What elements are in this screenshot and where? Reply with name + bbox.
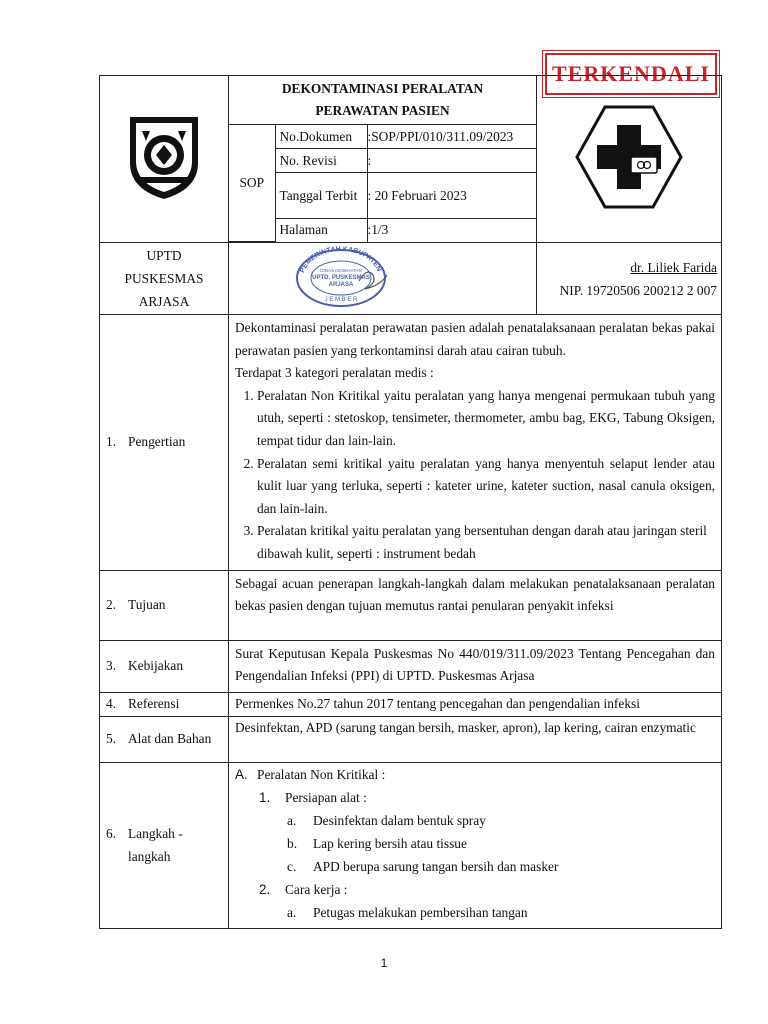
org-line1: UPTD xyxy=(146,248,182,263)
list-item: a. Desinfektan dalam bentuk spray xyxy=(287,812,486,828)
step-group-a: A. Peralatan Non Kritikal : xyxy=(235,766,386,782)
section-label-referensi: 4. Referensi xyxy=(100,692,229,716)
jember-regency-logo-icon xyxy=(122,111,206,203)
signer-cell xyxy=(537,243,722,315)
list-item: a. Petugas melakukan pembersihan tangan xyxy=(287,904,528,920)
meta-value-tanggal-terbit: : 20 Februari 2023 xyxy=(367,173,536,219)
section-label-alat-bahan: 5. Alat dan Bahan xyxy=(100,716,229,762)
puskesmas-logo-icon xyxy=(573,103,685,211)
doc-meta-table xyxy=(229,124,536,242)
meta-label-no-dokumen: No.Dokumen xyxy=(275,125,367,149)
org-line3: ARJASA xyxy=(138,294,190,309)
sop-label: SOP xyxy=(229,125,275,242)
section-content-tujuan xyxy=(229,570,722,640)
meta-value-no-revisi: : xyxy=(367,149,536,173)
page-number: 1 xyxy=(380,956,388,970)
title-and-meta-cell xyxy=(229,76,537,243)
regency-logo-cell xyxy=(100,76,229,243)
meta-value-halaman: :1/3 xyxy=(367,219,536,242)
section-content-referensi xyxy=(229,692,722,716)
stamp-arc-bottom: J E M B E R xyxy=(324,297,358,303)
org-line2: PUSKESMAS xyxy=(124,271,204,286)
section-content-langkah xyxy=(229,762,722,928)
official-round-stamp xyxy=(289,245,393,309)
sop-table xyxy=(99,75,722,929)
organization-cell xyxy=(100,243,229,315)
terkendali-stamp: TERKENDALI xyxy=(545,53,717,95)
kebijakan-text: Surat Keputusan Kepala Puskesmas No 440/019/311.09/2023 Tentang Pencegahan dan Pengendalian Infeksi (PPI) di UPTD. Puskesmas Arjasa xyxy=(235,645,715,684)
step-cara-kerja: 2. Cara kerja : xyxy=(259,881,348,897)
stamp-line3: ARJASA xyxy=(328,282,354,288)
meta-value-no-dokumen: :SOP/PPI/010/311.09/2023 xyxy=(367,125,536,149)
list-item: 1. Peralatan Non Kritikal yaitu peralatan yang hanya mengenai permukaan tubuh yang utuh, seperti : stetoskop, tensimeter, thermometer, ambu bag, EKG, Tabung Oksigen, tempat tidur dan lain-lain. xyxy=(257,385,715,453)
section-label-kebijakan: 3. Kebijakan xyxy=(100,640,229,692)
section-content-alat-bahan xyxy=(229,716,722,762)
referensi-text: Permenkes No.27 tahun 2017 tentang pencegahan dan pengendalian infeksi xyxy=(235,695,640,711)
stamp-arc-top: PEMERINTAH KABUPATEN xyxy=(299,245,383,274)
stamp-line2: UPTD. PUSKESMAS xyxy=(312,275,370,281)
doc-title-line2: PERAWATAN PASIEN xyxy=(315,103,450,118)
list-item: 2. Peralatan semi kritikal yaitu peralatan yang hanya menyentuh selaput lender atau kulit luar yang terluka, seperti : kateter urine, kateter suction, nasal canula oksigen, dan lain-lain. xyxy=(257,453,715,521)
meta-label-halaman: Halaman xyxy=(275,219,367,242)
list-item: b. Lap kering bersih atau tissue xyxy=(287,835,467,851)
stamp-line1: DINAS KESEHATAN xyxy=(320,268,362,273)
tujuan-text: Sebagai acuan penerapan langkah-langkah dalam melakukan penatalaksanaan peralatan bekas pasien dengan tujuan memutus rantai penularan penyakit infeksi xyxy=(235,575,715,614)
section-content-pengertian xyxy=(229,315,722,571)
signer-nip: NIP. 19720506 200212 2 007 xyxy=(559,282,717,298)
doc-title-line1: DEKONTAMINASI PERALATAN xyxy=(281,81,484,96)
meta-label-no-revisi: No. Revisi xyxy=(275,149,367,173)
section-label-pengertian: 1. Pengertian xyxy=(100,315,229,571)
pengertian-intro: Dekontaminasi peralatan perawatan pasien adalah penatalaksanaan peralatan bekas pakai perawatan pasien yang terkontaminsi darah atau cairan tubuh. xyxy=(235,320,715,358)
meta-label-tanggal-terbit: Tanggal Terbit xyxy=(275,173,367,219)
list-item: c. APD berupa sarung tangan bersih dan masker xyxy=(287,858,559,874)
list-item: 3. Peralatan kritikal yaitu peralatan yang bersentuhan dengan darah atau jaringan steril dibawah kulit, seperti : instrument bedah xyxy=(257,520,715,565)
signer-name: dr. Liliek Farida xyxy=(630,259,717,275)
pengertian-intro2: Terdapat 3 kategori peralatan medis : xyxy=(235,365,434,381)
step-persiapan: 1. Persiapan alat : xyxy=(259,789,367,805)
section-label-tujuan: 2. Tujuan xyxy=(100,570,229,640)
puskesmas-logo-cell xyxy=(537,76,722,243)
section-label-langkah: 6. Langkah - langkah xyxy=(100,762,229,928)
section-content-kebijakan xyxy=(229,640,722,692)
alat-bahan-text: Desinfektan, APD (sarung tangan bersih, masker, apron), lap kering, cairan enzymatic xyxy=(235,719,696,735)
